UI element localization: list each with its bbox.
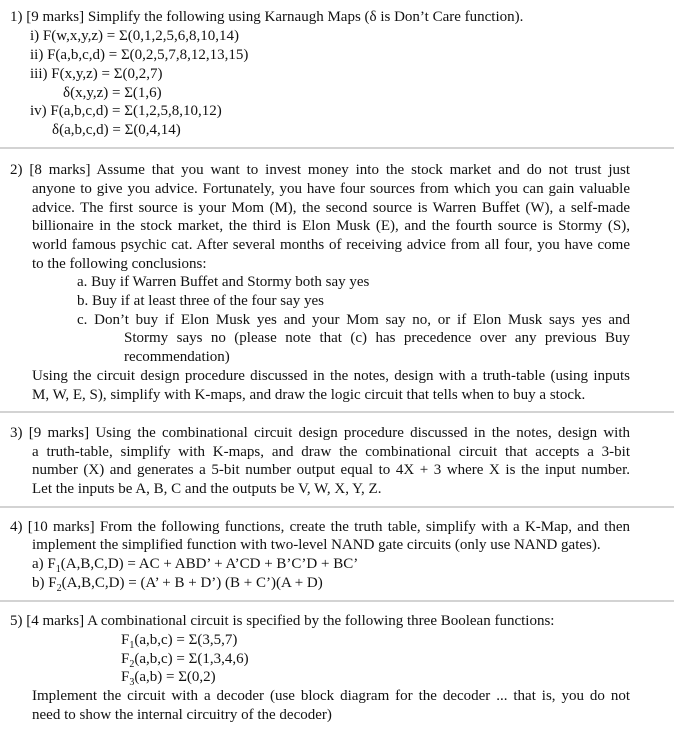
separator bbox=[0, 411, 674, 413]
q5-f1-subscript: 1 bbox=[129, 640, 135, 651]
q2-line-4: billionaire in the stock market, the third is Elon Musk (E), and the fourth source is Stormy (S), bbox=[32, 218, 630, 234]
q2-line-3: advice. The first source is your Mom (M), the second source is Warren Buffet (W), a self-made bbox=[32, 200, 630, 216]
q4-a-subscript: 1 bbox=[55, 564, 61, 575]
q1-item-ii: ii) F(a,b,c,d) = Σ(0,2,5,7,8,12,13,15) bbox=[30, 47, 249, 63]
q3-line-4: Let the inputs be A, B, C and the outputs be V, W, X, Y, Z. bbox=[32, 481, 382, 497]
q2-line-1: 2) [8 marks] Assume that you want to invest money into the stock market and do not trust just bbox=[10, 162, 630, 178]
q4-function-b bbox=[32, 574, 323, 598]
q1-item-iv: iv) F(a,b,c,d) = Σ(1,2,5,8,10,12) bbox=[30, 103, 222, 119]
q5-f2-prefix: F bbox=[121, 651, 130, 667]
separator bbox=[0, 506, 674, 508]
q2-condition-c-line-3: recommendation) bbox=[124, 349, 230, 365]
q4-line-1: 4) [10 marks] From the following functions, create the truth table, simplify with a K-Map, and then bbox=[10, 519, 630, 535]
q5-f2-subscript: 2 bbox=[129, 659, 135, 670]
q2-condition-a: a. Buy if Warren Buffet and Stormy both say yes bbox=[77, 274, 370, 290]
q3-line-1: 3) [9 marks] Using the combinational circuit design procedure discussed in the notes, design with bbox=[10, 425, 630, 441]
q2-line-6: to the following conclusions: bbox=[32, 256, 207, 272]
separator bbox=[0, 600, 674, 602]
q5-f3-prefix: F bbox=[121, 669, 130, 685]
q5-f1-expression: (a,b,c) = Σ(3,5,7) bbox=[134, 632, 238, 648]
q2-line-7: Using the circuit design procedure discussed in the notes, design with a truth-table (using inputs bbox=[32, 368, 630, 384]
q5-f3-expression: (a,b) = Σ(0,2) bbox=[134, 669, 216, 685]
q1-item-iii: iii) F(x,y,z) = Σ(0,2,7) bbox=[30, 66, 163, 82]
q2-condition-c-line-2: Stormy says no (please note that (c) has precedence over any previous Buy bbox=[124, 330, 630, 346]
q4-b-expression: (A,B,C,D) = (A’ + B + D’) (B + C’)(A + D) bbox=[61, 575, 323, 591]
q5-line-1: 5) [4 marks] A combinational circuit is specified by the following three Boolean functions: bbox=[10, 613, 555, 629]
q4-a-expression: (A,B,C,D) = AC + ABD’ + A’CD + B’C’D + BC’ bbox=[60, 556, 359, 572]
q5-f2-expression: (a,b,c) = Σ(1,3,4,6) bbox=[134, 651, 249, 667]
q2-line-8: M, W, E, S), simplify with K-maps, and draw the logic circuit that tells when to buy a stock. bbox=[32, 387, 586, 403]
q2-line-5: world famous psychic cat. After several months of receiving advice from all four, you have come bbox=[32, 237, 630, 253]
q1-item-iii-dontcare: δ(x,y,z) = Σ(1,6) bbox=[63, 85, 162, 101]
q1-item-iv-dontcare: δ(a,b,c,d) = Σ(0,4,14) bbox=[52, 122, 181, 138]
q5-f1-prefix: F bbox=[121, 632, 130, 648]
separator bbox=[0, 147, 674, 149]
q1-item-i: i) F(w,x,y,z) = Σ(0,1,2,5,6,8,10,14) bbox=[30, 28, 239, 44]
q5-line-2: Implement the circuit with a decoder (use block diagram for the decoder ... that is, you do not bbox=[32, 688, 630, 704]
q5-f3-subscript: 3 bbox=[129, 677, 135, 688]
q2-condition-b: b. Buy if at least three of the four say yes bbox=[77, 293, 325, 309]
q1-header: 1) [9 marks] Simplify the following using Karnaugh Maps (δ is Don’t Care function). bbox=[10, 9, 524, 25]
q2-line-2: anyone to give you advice. Fortunately, you have four sources from which you can gain valuable bbox=[32, 181, 630, 197]
q3-line-2: a truth-table, simplify with K-maps, and draw the combinational circuit that accepts a 3-bit bbox=[32, 444, 630, 460]
q4-b-prefix: b) F bbox=[32, 575, 57, 591]
q3-line-3: number (X) and generates a 5-bit number output equal to 4X + 3 where X is the input number. bbox=[32, 462, 630, 478]
q4-a-prefix: a) F bbox=[32, 556, 56, 572]
q4-line-2: implement the simplified function with two-level NAND gate circuits (only use NAND gates). bbox=[32, 537, 601, 553]
q2-condition-c: c. Don’t buy if Elon Musk yes and your Mom say no, or if Elon Musk says yes and bbox=[77, 312, 630, 328]
q5-line-3: need to show the internal circuitry of the decoder) bbox=[32, 707, 332, 723]
q4-b-subscript: 2 bbox=[56, 583, 62, 594]
